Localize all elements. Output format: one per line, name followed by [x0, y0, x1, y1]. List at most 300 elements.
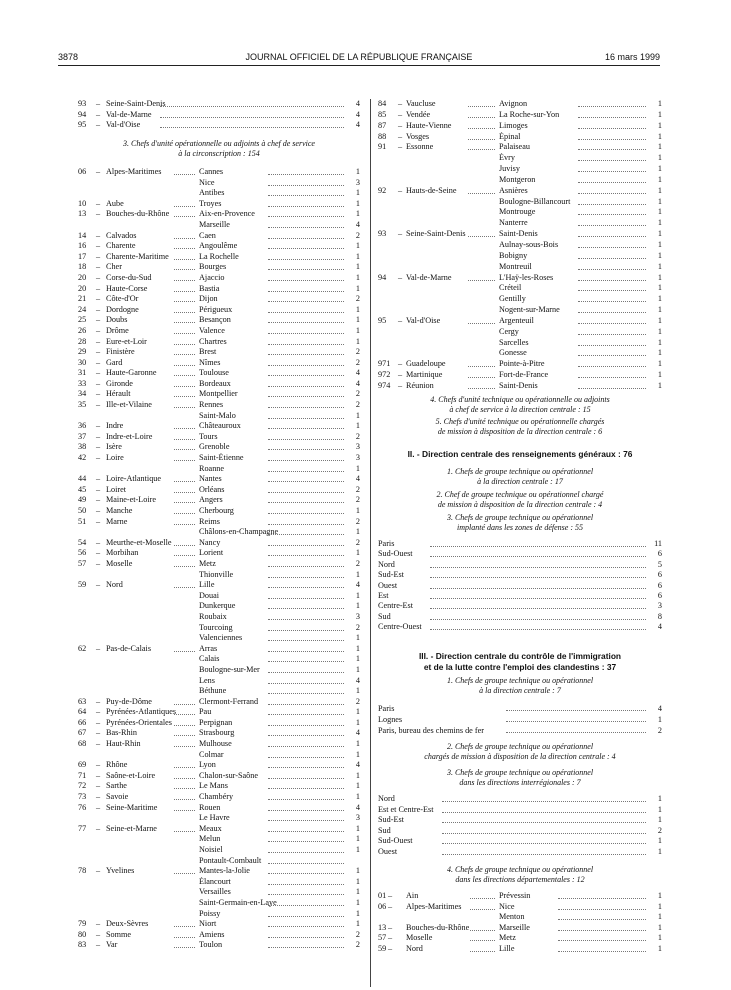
leader-dots [430, 546, 646, 547]
city-name: Montpellier [199, 389, 238, 399]
dash-separator: – [96, 421, 101, 431]
dash-separator: – [96, 866, 101, 876]
leader-dots [558, 909, 646, 910]
row-label: Nord [378, 794, 395, 803]
table-row [78, 199, 360, 210]
table-row [78, 781, 360, 792]
section-II-3 [378, 513, 662, 533]
leader-dots [468, 106, 495, 107]
city-name: Saint-Germain-en-Laye [199, 897, 277, 907]
zone-row [378, 601, 662, 611]
count-value: 1 [657, 142, 662, 152]
count-value: 1 [355, 887, 360, 897]
leader-dots [468, 236, 495, 237]
dept-number: 28 [78, 336, 87, 346]
dept-number: 33 [78, 378, 87, 388]
dash-separator: – [96, 707, 101, 717]
city-name: Amiens [199, 929, 225, 939]
dept-number: 44 [78, 474, 87, 484]
city-name: Cannes [199, 167, 224, 176]
dept-number: 45 [78, 484, 87, 494]
leader-dots [268, 206, 344, 207]
dash-separator: – [96, 548, 101, 558]
city-name: La Rochelle [199, 251, 239, 261]
department-name: Val-de-Marne [106, 109, 152, 119]
city-name: Toulon [199, 940, 223, 950]
city-name: Saint-Denis [499, 229, 538, 239]
dash-separator: – [96, 728, 101, 738]
city-name: Saint-Denis [499, 380, 538, 390]
section-II-1 [378, 467, 662, 487]
count-value: 1 [355, 845, 360, 854]
leader-dots [174, 545, 195, 546]
department-name: Corse-du-Sud [106, 272, 152, 282]
leader-dots [268, 831, 344, 832]
dash-separator: – [96, 442, 101, 452]
leader-dots [174, 259, 195, 260]
count-value: 1 [355, 919, 360, 929]
section-3-heading [78, 139, 360, 159]
leader-dots [268, 725, 344, 726]
table-row [78, 633, 360, 644]
dept-number: 37 [78, 431, 87, 441]
dash-separator: – [388, 933, 393, 943]
table-row [378, 815, 662, 826]
leader-dots [268, 873, 344, 874]
row-label: Est [378, 590, 389, 600]
count-value: 1 [657, 109, 662, 119]
leader-dots [470, 930, 495, 931]
city-name: Caen [199, 230, 216, 240]
city-name: Cherbourg [199, 506, 234, 515]
leader-dots [174, 460, 195, 461]
dash-separator: – [96, 347, 101, 357]
count-value: 1 [355, 241, 360, 251]
table-row [378, 703, 662, 714]
leader-dots [430, 588, 646, 589]
leader-dots [268, 746, 344, 747]
table-row [78, 358, 360, 369]
table-row [378, 132, 662, 143]
leader-dots [430, 556, 646, 557]
city-name: Marseille [499, 922, 530, 932]
department-name: Pas-de-Calais [106, 643, 152, 653]
table-row [378, 273, 662, 284]
zone-row [378, 612, 662, 622]
dash-separator: – [398, 272, 403, 282]
section-III-3-line-1: 3. Chefs de groupe technique ou opérationnel [446, 768, 594, 777]
leader-dots [268, 683, 344, 684]
count-value: 3 [355, 442, 360, 452]
left-main-list [78, 167, 360, 951]
dept-number: 26 [78, 325, 87, 335]
city-name: Strasbourg [199, 728, 235, 738]
department-name: Loire-Atlantique [106, 474, 162, 484]
table-row [78, 718, 360, 729]
city-name: Juvisy [499, 164, 520, 174]
city-name: Nîmes [199, 357, 221, 367]
count-value: 1 [355, 781, 360, 791]
table-row [378, 944, 662, 955]
leader-dots [268, 651, 344, 652]
table-row [78, 940, 360, 951]
city-name: Colmar [199, 749, 224, 759]
section-III-4-line-2: dans les directions départementales : 12 [455, 875, 585, 884]
table-row [378, 283, 662, 294]
leader-dots [174, 407, 195, 408]
count-value: 1 [355, 336, 360, 346]
row-label: Lognes [378, 715, 403, 724]
department-name: Alpes-Maritimes [406, 901, 462, 911]
city-name: Bobigny [499, 250, 528, 260]
zone-row [378, 622, 662, 632]
leader-dots [558, 898, 646, 899]
leader-dots [268, 714, 344, 715]
count-value: 3 [355, 611, 360, 621]
dash-separator: – [398, 229, 403, 239]
dept-number: 84 [378, 99, 387, 108]
table-row [378, 912, 662, 923]
count-value: 1 [355, 527, 360, 537]
section-II-3-line-2: implanté dans les zones de défense : 55 [457, 523, 583, 532]
table-row [378, 121, 662, 132]
dash-separator: – [96, 389, 101, 399]
leader-dots [578, 204, 646, 205]
table-row [78, 866, 360, 877]
city-name: Cergy [499, 326, 519, 336]
leader-dots [468, 388, 495, 389]
table-row [78, 548, 360, 559]
leader-dots [174, 735, 195, 736]
dept-number: 94 [378, 272, 387, 282]
department-name: Rhône [106, 760, 128, 770]
dash-separator: – [96, 770, 101, 780]
dept-number: 54 [78, 537, 87, 547]
department-name: Val-d'Oise [106, 120, 141, 130]
department-name: Cher [106, 262, 122, 272]
leader-dots [558, 930, 646, 931]
city-name: Bourges [199, 262, 227, 272]
city-name: Aulnay-sous-Bois [499, 239, 559, 249]
table-row [78, 188, 360, 199]
section-5-line-1: 5. Chefs d'unité technique ou opérationnelle chargés [435, 417, 605, 426]
count-value: 1 [657, 164, 662, 174]
city-name: Le Mans [199, 781, 228, 791]
city-name: Versailles [199, 887, 231, 897]
dept-number: 21 [78, 294, 87, 304]
dash-separator: – [96, 357, 101, 367]
journal-title: JOURNAL OFFICIEL DE LA RÉPUBLIQUE FRANÇAISE [245, 52, 473, 62]
city-name: Châlons-en-Champagne [199, 527, 279, 537]
count-value: 1 [657, 185, 662, 195]
leader-dots [578, 269, 646, 270]
leader-dots [506, 710, 646, 711]
department-name: Hérault [106, 389, 131, 399]
department-name: Somme [106, 929, 132, 939]
table-row [78, 262, 360, 273]
table-row [78, 771, 360, 782]
section-5-heading [378, 417, 662, 437]
row-label: Ouest [378, 846, 398, 856]
dept-number: 85 [378, 109, 387, 119]
count-value: 1 [657, 305, 662, 315]
count-value: 1 [657, 239, 662, 249]
count-value: 2 [355, 558, 360, 568]
table-row [78, 813, 360, 824]
leader-dots [268, 778, 344, 779]
section-II-title: II. - Direction centrale des renseignements généraux : 76 [407, 449, 633, 459]
count-value: 1 [355, 908, 360, 918]
dept-number: 50 [78, 506, 87, 515]
city-name: Nice [199, 177, 215, 187]
count-value: 1 [355, 548, 360, 558]
leader-dots [268, 365, 344, 366]
count-value: 1 [355, 188, 360, 198]
leader-dots [578, 301, 646, 302]
city-name: Nantes [199, 474, 222, 484]
city-name: Valence [199, 325, 225, 335]
city-name: Asnières [499, 185, 528, 195]
table-row [78, 273, 360, 284]
leader-dots [578, 128, 646, 129]
dept-number: 83 [78, 940, 87, 950]
leader-dots [468, 139, 495, 140]
table-row [78, 517, 360, 528]
count-value: 1 [657, 326, 662, 336]
city-name: Pointe-à-Pitre [499, 359, 545, 369]
table-row [378, 153, 662, 164]
table-row [78, 294, 360, 305]
leader-dots [578, 366, 646, 367]
section-4-line-1: 4. Chefs d'unité technique ou opérationnelle ou adjoints [430, 395, 610, 404]
city-name: Metz [499, 933, 516, 943]
section-4-heading [378, 395, 662, 415]
leader-dots [268, 396, 344, 397]
leader-dots [268, 884, 344, 885]
leader-dots [174, 778, 195, 779]
leader-dots [268, 375, 344, 376]
table-row [378, 381, 662, 392]
city-name: Meaux [199, 823, 222, 833]
dept-number: 72 [78, 781, 87, 791]
city-name: Rouen [199, 802, 221, 812]
dash-separator: – [96, 558, 101, 568]
department-name: Gard [106, 357, 123, 367]
department-name: Finistère [106, 347, 135, 357]
row-label: Sud-Ouest [378, 836, 413, 846]
count-value: 3 [657, 601, 662, 611]
leader-dots [174, 428, 195, 429]
count-value: 1 [355, 325, 360, 335]
count-value: 1 [355, 410, 360, 420]
dept-number: 77 [78, 823, 87, 833]
section-4-line-2: à chef de service à la direction centrale : 15 [449, 405, 591, 414]
department-name: Indre [106, 421, 124, 431]
dept-number: 29 [78, 347, 87, 357]
table-row [78, 739, 360, 750]
city-name: Aix-en-Provence [199, 209, 255, 219]
dash-separator: – [398, 185, 403, 195]
section-III-3-list [378, 794, 662, 858]
department-name: Loiret [106, 484, 127, 494]
table-row [378, 805, 662, 816]
count-value: 1 [657, 815, 662, 825]
dash-separator: – [96, 495, 101, 505]
department-name: Var [106, 940, 118, 950]
dept-number: 25 [78, 315, 87, 325]
city-name: Lens [199, 675, 215, 685]
leader-dots [578, 182, 646, 183]
count-value: 1 [355, 506, 360, 515]
count-value: 1 [355, 664, 360, 674]
city-name: Valenciennes [199, 633, 243, 643]
count-value: 1 [657, 272, 662, 282]
table-row [78, 580, 360, 591]
count-value: 2 [355, 622, 360, 632]
leader-dots [442, 843, 646, 844]
table-row [78, 326, 360, 337]
count-value: 1 [355, 866, 360, 876]
department-name: Hauts-de-Seine [406, 185, 457, 195]
count-value: 4 [355, 802, 360, 812]
dash-separator: – [388, 901, 393, 911]
dash-separator: – [398, 120, 403, 130]
leader-dots [442, 833, 646, 834]
leader-dots [174, 322, 195, 323]
section-3-line-1: 3. Chefs d'unité opérationnelle ou adjoints à chef de service [123, 139, 315, 148]
table-row [78, 919, 360, 930]
city-name: Saint-Étienne [199, 453, 244, 463]
row-label: Sud [378, 825, 391, 835]
section-III-2-line-2: chargés de mission à disposition de la direction centrale : 4 [424, 752, 616, 761]
leader-dots [268, 947, 344, 948]
leader-dots [174, 280, 195, 281]
department-name: Vendée [406, 109, 431, 119]
count-value: 1 [355, 876, 360, 886]
count-value: 1 [657, 99, 662, 108]
leader-dots [268, 810, 344, 811]
city-name: Gonesse [499, 348, 527, 358]
city-name: Dunkerque [199, 601, 236, 611]
leader-dots [578, 225, 646, 226]
dept-number: 69 [78, 760, 87, 770]
city-name: Boulogne-sur-Mer [199, 664, 260, 674]
count-value: 1 [355, 601, 360, 611]
count-value: 4 [355, 368, 360, 378]
count-value: 2 [355, 537, 360, 547]
table-row [78, 99, 360, 110]
table-row [378, 836, 662, 847]
department-name: Ain [406, 891, 419, 900]
leader-dots [558, 951, 646, 952]
leader-dots [174, 937, 195, 938]
leader-dots [268, 322, 344, 323]
dept-number: 57 [378, 933, 387, 943]
count-value: 2 [657, 726, 662, 735]
row-label: Est et Centre-Est [378, 804, 434, 814]
table-row [78, 432, 360, 443]
leader-dots [268, 937, 344, 938]
leader-dots [174, 354, 195, 355]
city-name: Lille [199, 580, 215, 590]
leader-dots [578, 280, 646, 281]
dept-number: 42 [78, 453, 87, 463]
city-name: Avignon [499, 99, 528, 108]
count-value: 1 [355, 251, 360, 261]
department-name: Haute-Garonne [106, 368, 157, 378]
count-value: 1 [657, 218, 662, 228]
leader-dots [268, 280, 344, 281]
city-name: Chartres [199, 336, 227, 346]
count-value: 1 [355, 792, 360, 802]
table-row [78, 697, 360, 708]
dash-separator: – [96, 474, 101, 484]
leader-dots [578, 377, 646, 378]
leader-dots [268, 333, 344, 334]
dept-number: 62 [78, 643, 87, 653]
department-name: Haut-Rhin [106, 739, 141, 749]
dept-number: 10 [78, 198, 87, 208]
table-row [78, 453, 360, 464]
city-name: Gentilly [499, 294, 526, 304]
dept-number: 06 [78, 167, 87, 176]
leader-dots [268, 344, 344, 345]
department-name: Val-de-Marne [406, 272, 452, 282]
section-III-3-line-2: dans les directions interrégionales : 7 [459, 778, 581, 787]
count-value: 1 [355, 770, 360, 780]
count-value: 4 [355, 580, 360, 590]
zone-row [378, 560, 662, 570]
city-name: Chambéry [199, 792, 234, 802]
dept-number: 974 [378, 380, 391, 390]
dept-number: 13 [78, 209, 87, 219]
leader-dots [430, 577, 646, 578]
dept-number: 36 [78, 421, 87, 431]
city-name: Niort [199, 919, 217, 929]
leader-dots [268, 693, 344, 694]
leader-dots [174, 312, 195, 313]
city-name: La Roche-sur-Yon [499, 109, 560, 119]
city-name: Pau [199, 707, 212, 717]
leader-dots [268, 513, 344, 514]
leader-dots [470, 898, 495, 899]
table-row [378, 186, 662, 197]
table-row [78, 760, 360, 771]
count-value: 4 [657, 622, 662, 632]
count-value: 2 [355, 516, 360, 526]
section-II-2-line-2: de mission à disposition de la direction centrale : 4 [437, 500, 603, 509]
section-II-1-line-1: 1. Chefs de groupe technique ou opérationnel [446, 467, 594, 476]
leader-dots [268, 852, 344, 853]
leader-dots [268, 524, 344, 525]
dept-number: 17 [78, 251, 87, 261]
table-row [78, 612, 360, 623]
city-name: Mulhouse [199, 739, 232, 749]
table-row [78, 930, 360, 941]
dept-number: 88 [378, 131, 387, 141]
leader-dots [578, 355, 646, 356]
city-name: Mantes-la-Jolie [199, 866, 250, 876]
leader-dots [174, 926, 195, 927]
count-value: 1 [657, 380, 662, 390]
count-value: 1 [355, 686, 360, 696]
count-value: 1 [355, 633, 360, 643]
count-value: 2 [355, 495, 360, 505]
table-row [78, 538, 360, 549]
department-name: Doubs [106, 315, 128, 325]
table-row [78, 337, 360, 348]
table-row [78, 347, 360, 358]
